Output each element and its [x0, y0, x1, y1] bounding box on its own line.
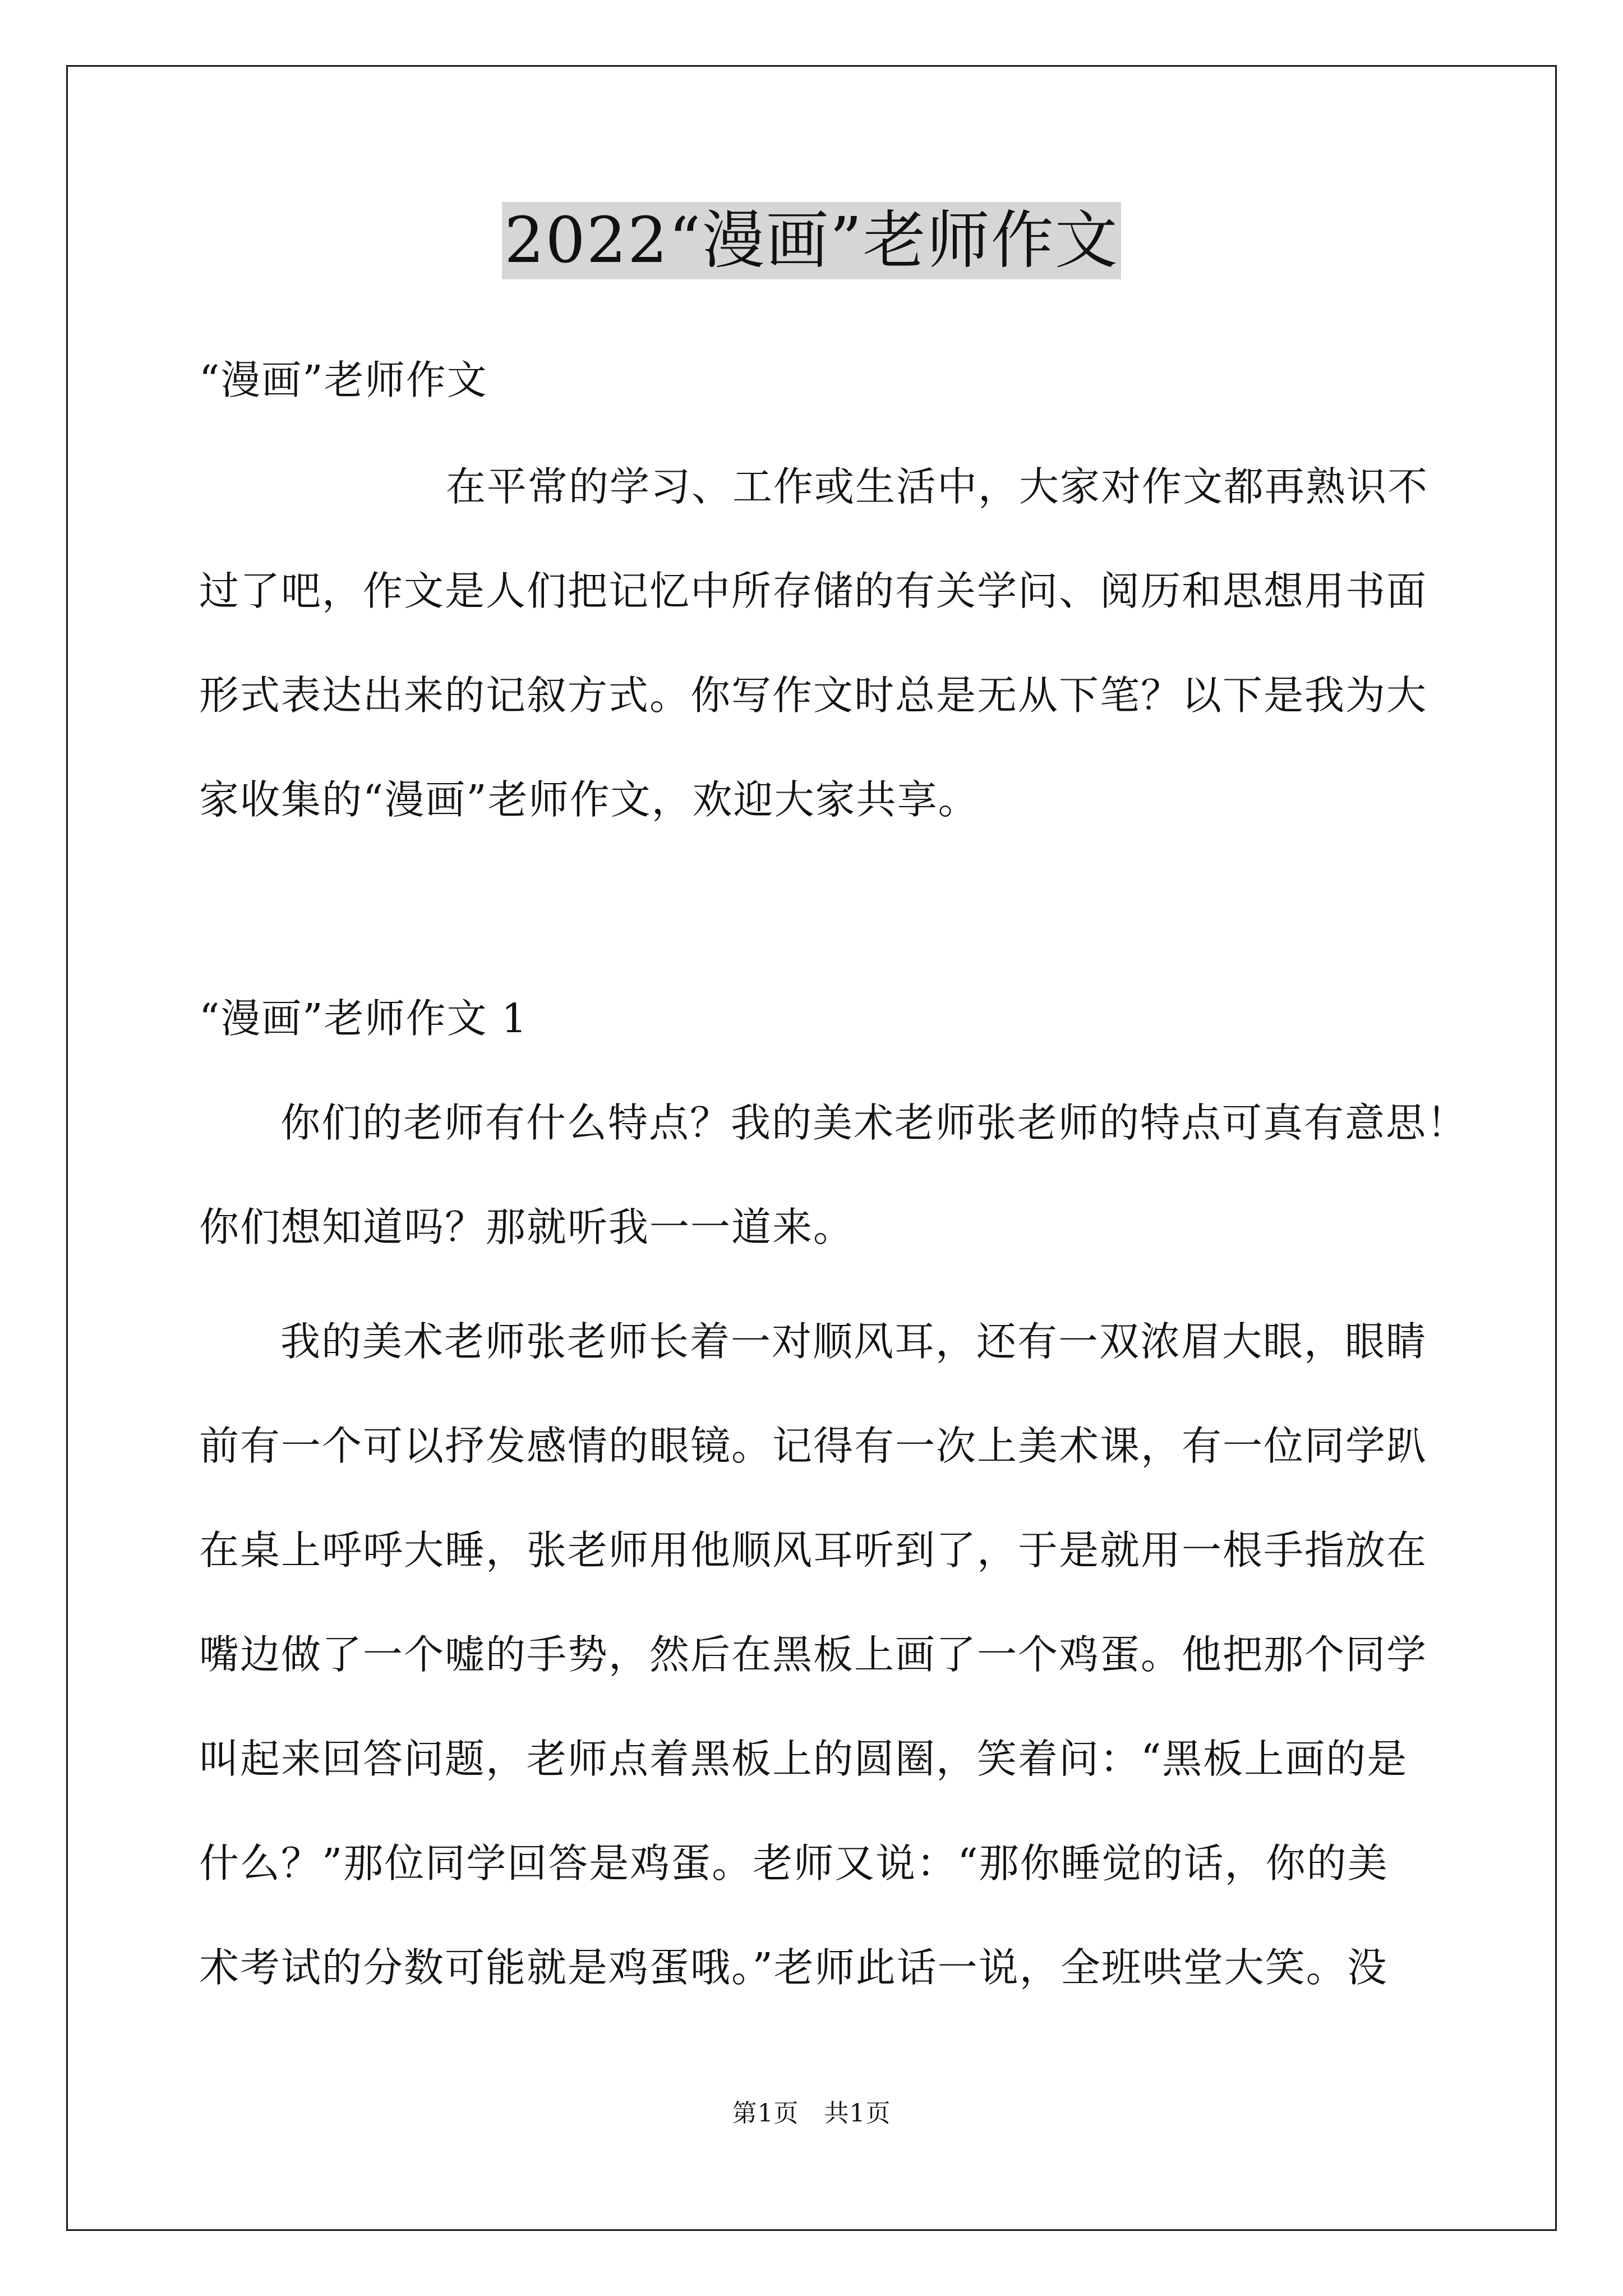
- body-paragraph-line: 在桌上呼呼大睡，张老师用他顺风耳听到了，于是就用一根手指放在: [199, 1527, 1428, 1573]
- body-paragraph-line: 前有一个可以抒发感情的眼镜。记得有一次上美术课，有一位同学趴: [199, 1423, 1428, 1469]
- document-title: 2022“漫画”老师作文: [502, 202, 1121, 279]
- document-subtitle: “漫画”老师作文: [199, 357, 488, 403]
- body-paragraph-line: 叫起来回答问题，老师点着黑板上的圆圈，笑着问：“黑板上画的是: [199, 1736, 1408, 1782]
- page-footer: 第1页 共1页: [732, 2099, 891, 2128]
- body-paragraph-line: 什么？”那位同学回答是鸡蛋。老师又说：“那你睡觉的话，你的美: [199, 1840, 1389, 1887]
- title-container: [0, 202, 1623, 279]
- intro-paragraph-line: 形式表达出来的记叙方式。你写作文时总是无从下笔？以下是我为大: [199, 672, 1428, 719]
- body-paragraph-line: 你们的老师有什么特点？我的美术老师张老师的特点可真有意思！: [280, 1099, 1468, 1146]
- intro-paragraph-line: 过了吧，作文是人们把记忆中所存储的有关学问、阅历和思想用书面: [199, 568, 1428, 614]
- body-paragraph-line: 嘴边做了一个嘘的手势，然后在黑板上画了一个鸡蛋。他把那个同学: [199, 1631, 1428, 1678]
- intro-paragraph-line: 家收集的“漫画”老师作文，欢迎大家共享。: [199, 776, 979, 823]
- intro-paragraph-line: 在平常的学习、工作或生活中，大家对作文都再熟识不: [446, 463, 1429, 510]
- body-paragraph-line: 术考试的分数可能就是鸡蛋哦。”老师此话一说，全班哄堂大笑。没: [199, 1944, 1388, 1991]
- body-paragraph-line: 你们想知道吗？那就听我一一道来。: [199, 1204, 855, 1250]
- body-paragraph-line: 我的美术老师张老师长着一对顺风耳，还有一双浓眉大眼，眼睛: [280, 1318, 1427, 1365]
- section-heading: “漫画”老师作文 1: [199, 995, 528, 1042]
